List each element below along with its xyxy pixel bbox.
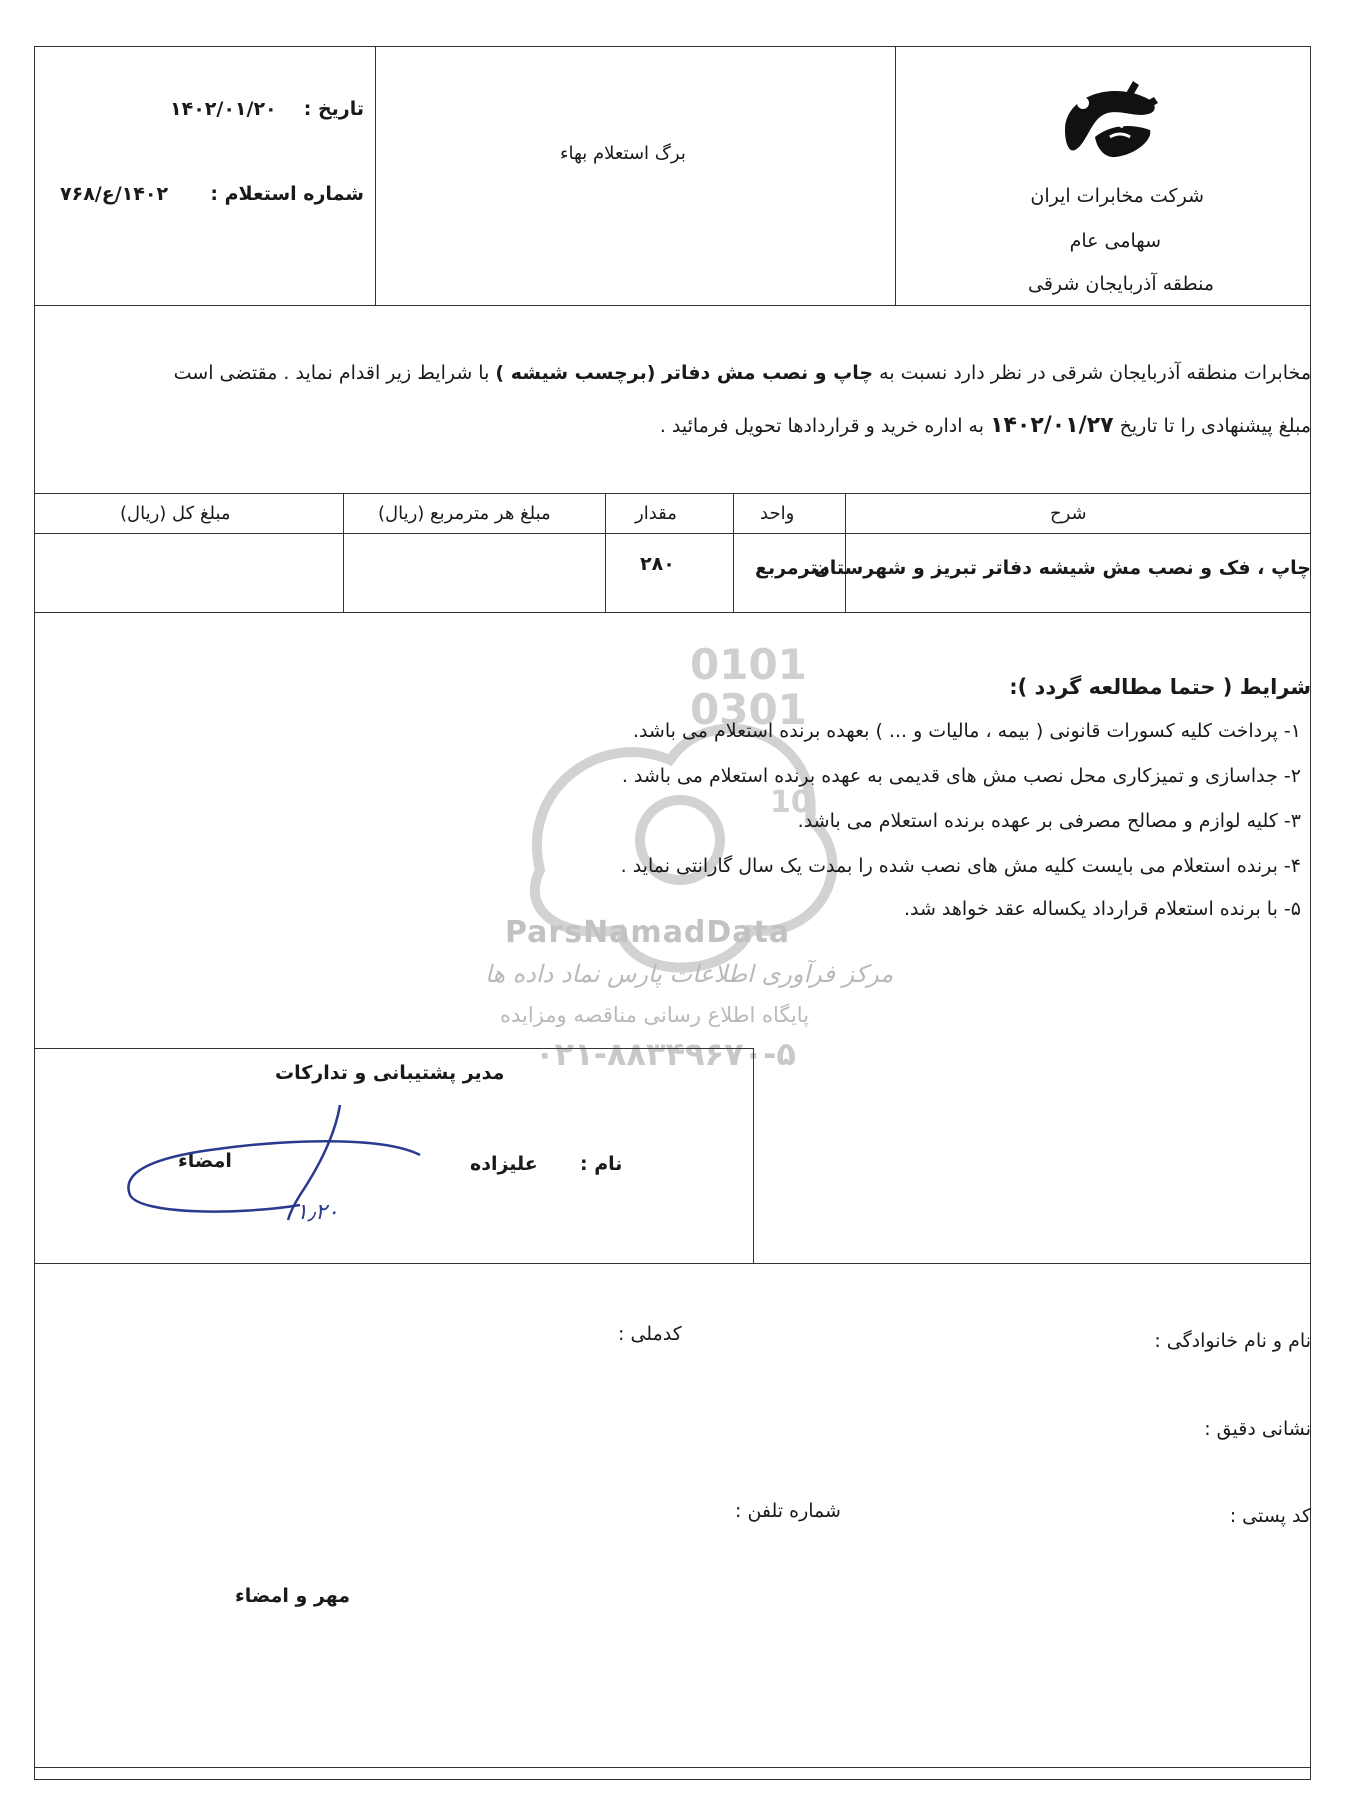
phone-number-label: شماره تلفن : — [735, 1500, 841, 1522]
company-type: سهامی عام — [1069, 230, 1161, 252]
watermark-digits-1: 0101 — [690, 640, 807, 689]
header-divider-left — [375, 46, 376, 306]
intro-deadline-date: ۱۴۰۲/۰۱/۲۷ — [990, 413, 1114, 438]
intro-line-1-bold: چاپ و نصب مش دفاتر (برچسب شیشه ) — [495, 362, 874, 384]
watermark-brand: ParsNamadData — [505, 915, 791, 950]
table-header-line — [34, 533, 1311, 534]
watermark-line-2: پایگاه اطلاع رسانی مناقصه ومزایده — [500, 1003, 810, 1027]
table-header-quantity: مقدار — [635, 503, 677, 524]
table-col-line-2 — [733, 493, 734, 612]
company-logo-icon — [1055, 75, 1165, 165]
table-row-description: چاپ ، فک و نصب مش شیشه دفاتر تبریز و شهرستان — [813, 557, 1311, 579]
table-row-unit: مترمربع — [755, 557, 831, 579]
postal-code-label: کد پستی : — [1229, 1505, 1311, 1527]
fullname-label: نام و نام خانوادگی : — [1154, 1330, 1311, 1352]
table-col-line-1 — [845, 493, 846, 612]
conditions-title: شرایط ( حتما مطالعه گردد ): — [1009, 675, 1311, 699]
condition-item-1: ۱- پرداخت کلیه کسورات قانونی ( بیمه ، مالیات و ... ) بعهده برنده استعلام می باشد. — [632, 720, 1301, 742]
table-row-quantity: ۲۸۰ — [640, 553, 675, 575]
stamp-signature-label: مهر و امضاء — [235, 1585, 351, 1607]
handwritten-signature-icon — [120, 1095, 440, 1235]
table-header-total-price: مبلغ کل (ریال) — [120, 503, 231, 524]
watermark-digits-2: 0301 — [690, 685, 807, 734]
table-header-unit: واحد — [760, 503, 795, 524]
table-header-unit-price: مبلغ هر مترمربع (ریال) — [378, 503, 551, 524]
inquiry-number-value: ۱۴۰۲/ع/۷۶۸ — [60, 183, 169, 205]
company-name: شرکت مخابرات ایران — [1030, 185, 1204, 207]
header-divider-right — [895, 46, 896, 306]
intro-line-1-part-2: با شرایط زیر اقدام نماید . مقتضی است — [173, 362, 496, 384]
intro-line-1 — [174, 362, 1311, 384]
date-value: ۱۴۰۲/۰۱/۲۰ — [170, 98, 277, 120]
signatory-name-label: نام : — [580, 1153, 623, 1175]
signature-bottom-line — [34, 1263, 1311, 1264]
condition-item-3: ۳- کلیه لوازم و مصالح مصرفی بر عهده برنده استعلام می باشد. — [797, 810, 1301, 832]
condition-item-4: ۴- برنده استعلام می بایست کلیه مش های نصب شده را بمدت یک سال گارانتی نماید . — [620, 855, 1301, 877]
condition-item-5: ۵- با برنده استعلام قرارداد یکساله عقد خواهد شد. — [903, 898, 1301, 920]
signature-right-line — [753, 1048, 754, 1263]
table-header-description: شرح — [1050, 503, 1087, 524]
intro-line-2 — [660, 413, 1311, 438]
watermark-phone: ۰۲۱-۸۸۳۴۹۶۷۰-۵ — [535, 1035, 796, 1073]
address-label: نشانی دقیق : — [1204, 1418, 1311, 1440]
sign-label: امضاء — [178, 1150, 232, 1172]
intro-line-2-part-2: به اداره خرید و قراردادها تحویل فرمائید . — [659, 415, 991, 437]
inquiry-number-label: شماره استعلام : — [210, 183, 364, 205]
watermark-digits-3: 10 — [770, 785, 812, 820]
form-title: برگ استعلام بهاء — [560, 143, 686, 164]
national-code-label: کدملی : — [618, 1323, 682, 1345]
footer-line — [34, 1767, 1311, 1768]
table-top-line — [34, 493, 1311, 494]
intro-line-1-part-1: مخابرات منطقه آذربایجان شرقی در نظر دارد نسبت به — [873, 362, 1311, 384]
company-region: منطقه آذربایجان شرقی — [1028, 273, 1214, 295]
table-bottom-line — [34, 612, 1311, 613]
handwritten-note: ۱٫۲۰ — [296, 1200, 339, 1225]
table-col-line-3 — [605, 493, 606, 612]
date-label: تاریخ : — [303, 98, 364, 120]
signature-top-line — [34, 1048, 754, 1049]
watermark-line-1: مرکز فرآوری اطلاعات پارس نماد داده ها — [485, 960, 894, 988]
condition-item-2: ۲- جداسازی و تمیزکاری محل نصب مش های قدیمی به عهده برنده استعلام می باشد . — [621, 765, 1301, 787]
signatory-name-value: علیزاده — [470, 1153, 538, 1175]
intro-line-2-part-1: مبلغ پیشنهادی را تا تاریخ — [1113, 415, 1311, 437]
signatory-role: مدیر پشتیبانی و تدارکات — [275, 1062, 505, 1084]
header-bottom-line — [34, 305, 1311, 306]
table-col-line-4 — [343, 493, 344, 612]
